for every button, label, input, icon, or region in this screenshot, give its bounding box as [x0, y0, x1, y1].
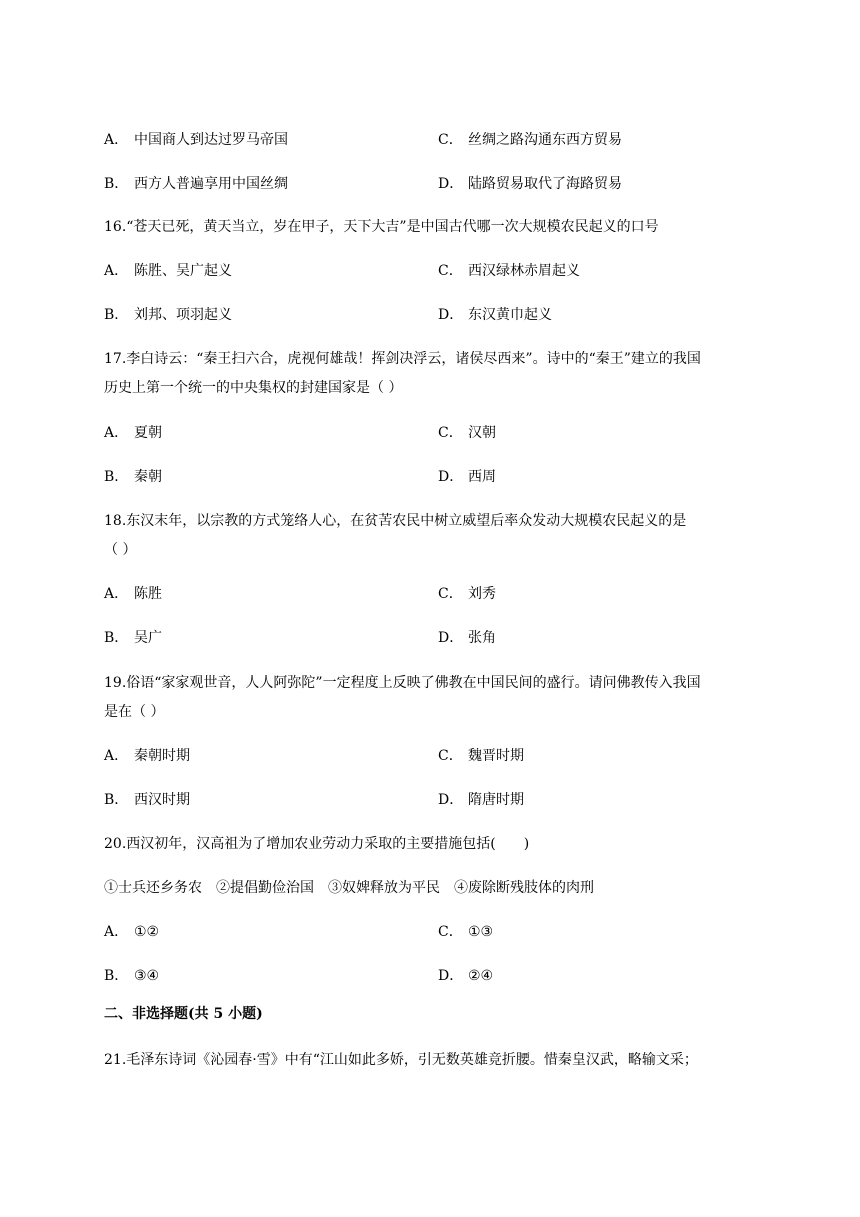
q20-option-c [438, 922, 493, 942]
option-text: 陈胜 [134, 586, 162, 602]
option-letter: C． [438, 132, 463, 148]
option-text: 西周 [468, 469, 496, 485]
option-text: 夏朝 [134, 425, 162, 441]
option-text: 刘秀 [468, 586, 496, 602]
option-text: 陈胜、吴广起义 [134, 263, 232, 279]
option-letter: D． [438, 968, 464, 984]
option-letter: A． [104, 263, 129, 279]
q15-option-c [438, 130, 622, 150]
option-letter: B． [104, 176, 129, 192]
option-letter: A． [104, 586, 129, 602]
option-letter: C． [438, 924, 463, 940]
q17-stem-line2: 历史上第一个统一的中央集权的封建国家是（ ） [104, 380, 403, 396]
option-text: 魏晋时期 [468, 748, 524, 764]
option-letter: B． [104, 968, 129, 984]
option-letter: D． [438, 307, 464, 323]
q17-stem-line1: 17.李白诗云：“秦王扫六合，虎视何雄哉！挥剑决浮云，诸侯尽西来”。诗中的“秦王”建立的我国 [104, 351, 701, 367]
q19-stem-line1: 19.俗语“家家观世音，人人阿弥陀”一定程度上反映了佛教在中国民间的盛行。请问佛教传入我国 [104, 675, 701, 691]
option-text: 东汉黄巾起义 [468, 307, 552, 323]
q18-option-d [438, 628, 496, 648]
q19-option-c [438, 746, 524, 766]
q16-stem: 16.“苍天已死，黄天当立，岁在甲子，天下大吉”是中国古代哪一次大规模农民起义的口号 [104, 219, 659, 235]
option-text: 张角 [468, 630, 496, 646]
option-letter: A． [104, 924, 129, 940]
option-text: ①③ [468, 924, 494, 940]
option-text: 汉朝 [468, 425, 496, 441]
option-text: 秦朝时期 [134, 748, 190, 764]
option-letter: D． [438, 176, 464, 192]
q16-option-b [104, 305, 232, 325]
q16-option-d [438, 305, 552, 325]
option-text: ①② [134, 924, 160, 940]
option-text: 丝绸之路沟通东西方贸易 [468, 132, 622, 148]
option-letter: A． [104, 748, 129, 764]
q15-option-d [438, 174, 622, 194]
q19-option-d [438, 790, 524, 810]
option-text: 西汉绿林赤眉起义 [468, 263, 580, 279]
option-letter: C． [438, 748, 463, 764]
option-letter: A． [104, 132, 129, 148]
option-letter: C． [438, 425, 463, 441]
q18-stem-line2: （ ） [104, 542, 137, 558]
option-letter: D． [438, 469, 464, 485]
q20-items: ①士兵还乡务农 ②提倡勤俭治国 ③奴婢释放为平民 ④废除断残肢体的肉刑 [104, 880, 594, 896]
q18-option-c [438, 584, 496, 604]
q18-option-a [104, 584, 162, 604]
section-heading: 二、非选择题(共 5 小题) [104, 1006, 263, 1022]
option-letter: B． [104, 307, 129, 323]
option-text: 隋唐时期 [468, 792, 524, 808]
option-text: 吴广 [134, 630, 162, 646]
q15-option-b [104, 174, 288, 194]
option-letter: C． [438, 586, 463, 602]
option-text: 西方人普遍享用中国丝绸 [134, 176, 288, 192]
option-text: 西汉时期 [134, 792, 190, 808]
option-text: ②④ [468, 968, 494, 984]
q20-option-d [438, 966, 493, 986]
q17-option-d [438, 467, 496, 487]
option-letter: C． [438, 263, 463, 279]
q17-option-a [104, 423, 162, 443]
q17-option-c [438, 423, 496, 443]
q19-option-b [104, 790, 190, 810]
q20-stem: 20.西汉初年，汉高祖为了增加农业劳动力采取的主要措施包括( ) [104, 836, 530, 852]
option-text: 中国商人到达过罗马帝国 [134, 132, 288, 148]
option-letter: B． [104, 630, 129, 646]
option-text: 刘邦、项羽起义 [134, 307, 232, 323]
option-letter: D． [438, 792, 464, 808]
q20-option-a [104, 922, 159, 942]
option-text: 秦朝 [134, 469, 162, 485]
q15-option-a [104, 130, 288, 150]
option-letter: B． [104, 469, 129, 485]
option-text: ③④ [134, 968, 160, 984]
option-letter: A． [104, 425, 129, 441]
q21-stem-line1: 21.毛泽东诗词《沁园春·雪》中有“江山如此多娇，引无数英雄竞折腰。惜秦皇汉武，略输文采； [104, 1052, 698, 1068]
option-text: 陆路贸易取代了海路贸易 [468, 176, 622, 192]
option-letter: B． [104, 792, 129, 808]
q17-option-b [104, 467, 162, 487]
q19-stem-line2: 是在（ ） [104, 704, 165, 720]
q16-option-a [104, 261, 232, 281]
q20-option-b [104, 966, 159, 986]
q19-option-a [104, 746, 190, 766]
q18-stem-line1: 18.东汉末年，以宗教的方式笼络人心，在贫苦农民中树立威望后率众发动大规模农民起义的是 [104, 513, 687, 529]
q16-option-c [438, 261, 580, 281]
q18-option-b [104, 628, 162, 648]
option-letter: D． [438, 630, 464, 646]
